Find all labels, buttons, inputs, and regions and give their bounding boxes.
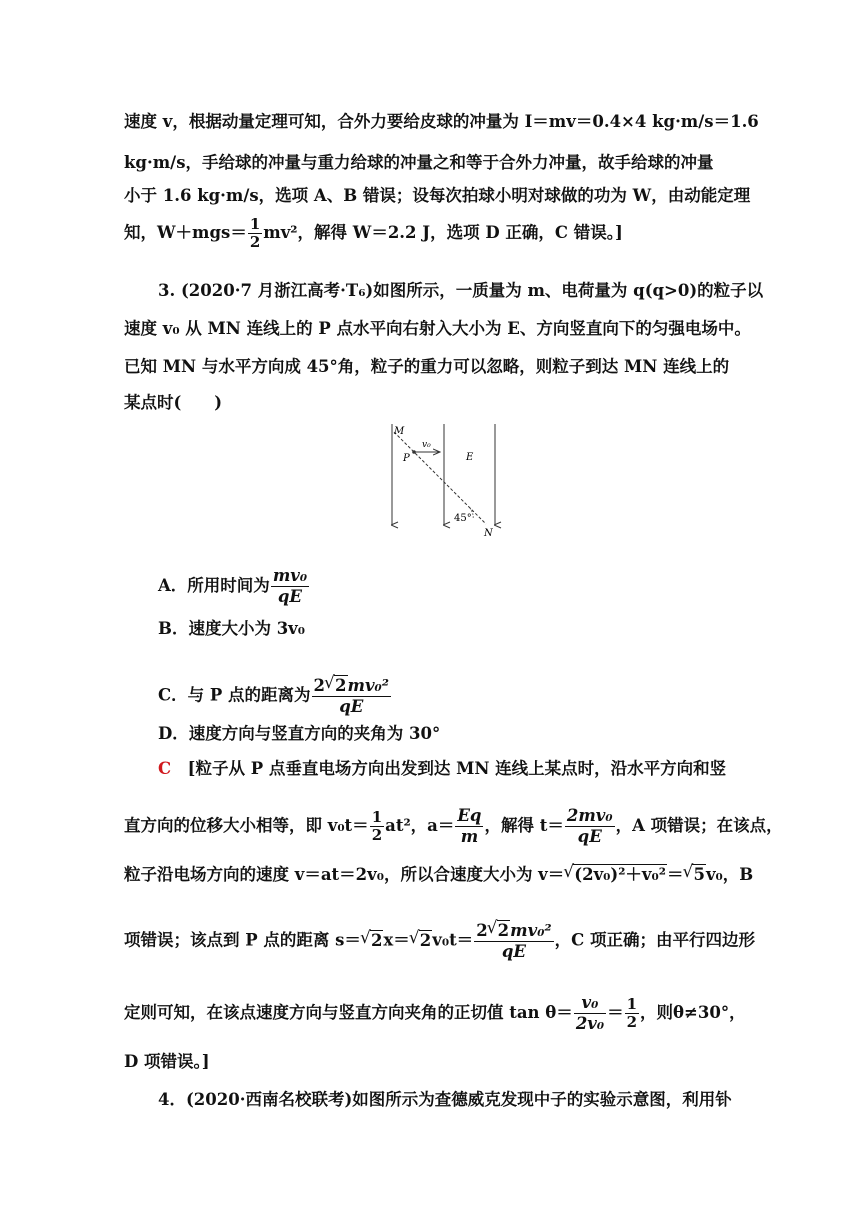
label-angle: 45°	[454, 513, 472, 524]
question-stem-line: 3. (2020·7 月浙江高考·T₆)如图所示，一质量为 m、电荷量为 q(q>0)的粒子以	[158, 281, 764, 300]
label-e: E	[466, 452, 474, 463]
question-stem-line: 4．(2020·西南名校联考)如图所示为查德威克发现中子的实验示意图，利用钋	[158, 1090, 732, 1109]
solution-line: 定则可知，在该点速度方向与竖直方向夹角的正切值 tan θ＝ $\frac{\text{v₀}}{\text{2v₀}}$ ＝ $\frac{1}{2}$ ，则θ≠30°，	[124, 993, 746, 1033]
text-span: 知，W＋mgs＝	[124, 223, 247, 242]
question-stem-line: 速度 v₀ 从 MN 连线上的 P 点水平向右射入大小为 E、方向竖直向下的匀强电场中。	[124, 319, 751, 338]
option-d: D．速度方向与竖直方向的夹角为 30°	[158, 724, 441, 743]
text-line: 速度 v，根据动量定理可知，合外力要给皮球的冲量为 I＝mv＝0.4×4 kg·m/s＝1.6	[124, 112, 759, 131]
text-line: 小于 1.6 kg·m/s，选项 A、B 错误；设每次拍球小明对球做的功为 W，由动能定理	[124, 186, 751, 205]
option-text: A．所用时间为	[158, 576, 270, 595]
label-p: P	[403, 453, 410, 464]
answer-letter: C	[158, 759, 172, 778]
solution-line: D 项错误。]	[124, 1052, 210, 1071]
question-stem-line: 某点时( )	[124, 393, 223, 412]
option-b: B．速度大小为 3v₀	[158, 619, 305, 638]
question-stem-line: 已知 MN 与水平方向成 45°角，粒子的重力可以忽略，则粒子到达 MN 连线上的	[124, 357, 730, 376]
option-c	[158, 675, 392, 717]
text-span: mv²，解得 W＝2.2 J，选项 D 正确，C 错误。]	[263, 223, 623, 242]
text-line	[124, 216, 623, 251]
mn-line	[394, 432, 486, 524]
text-span: [粒子从 P 点垂直电场方向出发到达 MN 连线上某点时，沿水平方向和竖	[171, 759, 727, 778]
solution-line	[158, 758, 726, 780]
fraction: $\frac{\text{mv₀}}{qE}$	[272, 566, 308, 606]
label-m: M	[394, 426, 405, 437]
text-line: kg·m/s，手给球的冲量与重力给球的冲量之和等于合外力冲量，故手给球的冲量	[124, 153, 714, 172]
solution-line: 直方向的位移大小相等，即 v₀t＝ $\frac{1}{2}$ at²，a＝ $\frac{Eq}{m}$ ，解得 t＝ $\frac{\text{2mv₀}}{qE}$ ，A 项错误；在该点，	[124, 806, 783, 846]
fraction: $\frac{1}{2}$	[249, 215, 261, 251]
electric-field-figure	[378, 420, 508, 540]
option-a	[158, 566, 310, 607]
fraction: $\frac{\text{2√ 2mv₀²}}{qE}$	[312, 675, 391, 717]
solution-line: 粒子沿电场方向的速度 v＝at＝2v₀，所以合速度大小为 v＝√ (2v₀)²＋v₀²＝√ 5v₀，B	[124, 864, 753, 886]
label-n: N	[484, 528, 493, 539]
solution-line: 项错误；该点到 P 点的距离 s＝√ 2x＝√ 2v₀t＝ $\frac{\text{2√ 2mv₀²}}{qE}$ ，C 项正确；由平行四边形	[124, 920, 755, 962]
label-v0: v₀	[422, 440, 431, 450]
option-text: C．与 P 点的距离为	[158, 685, 311, 705]
